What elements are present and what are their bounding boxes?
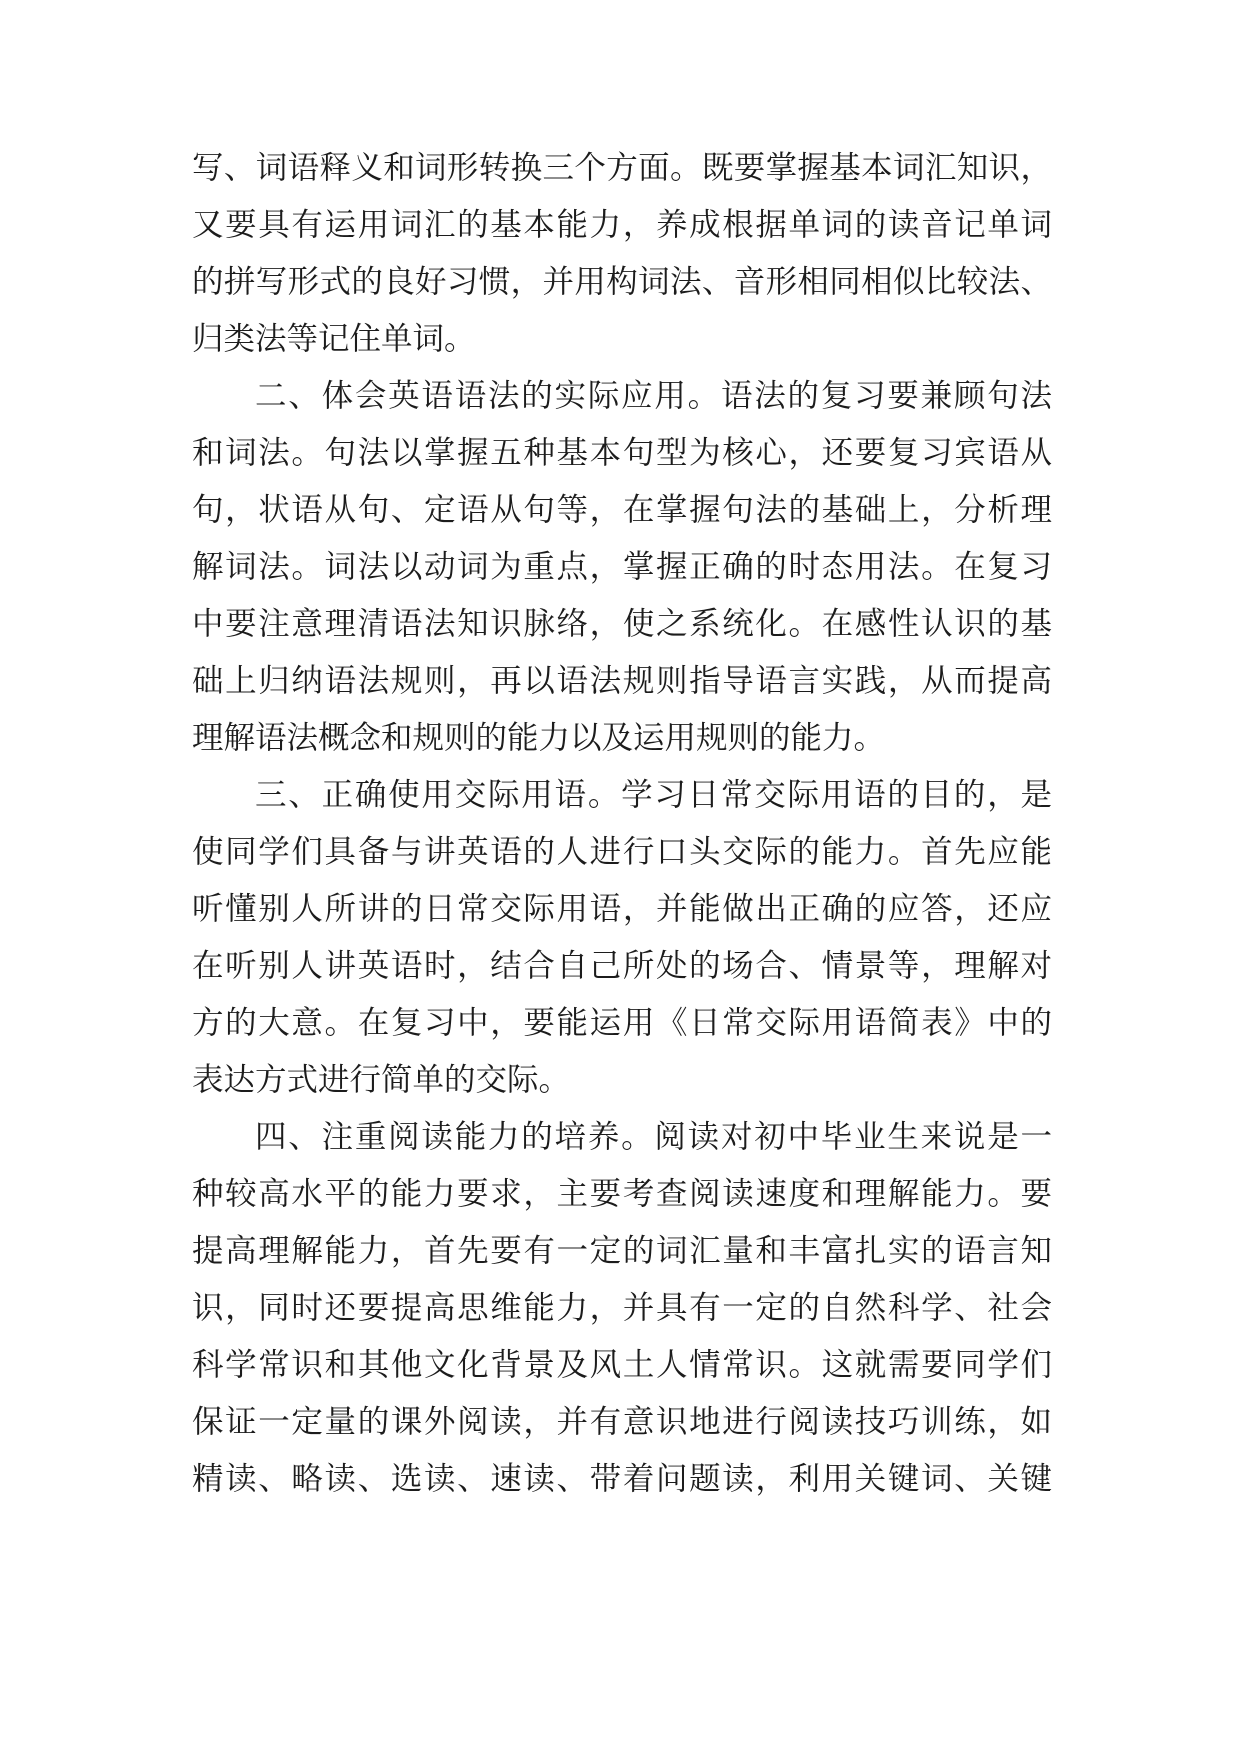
text-line: 解词法。词法以动词为重点，掌握正确的时态用法。在复习 bbox=[192, 549, 1052, 585]
text-line: 听懂别人所讲的日常交际用语，并能做出正确的应答，还应 bbox=[192, 891, 1052, 927]
text-line: 种较高水平的能力要求，主要考查阅读速度和理解能力。要 bbox=[192, 1176, 1052, 1212]
paragraph-4-first-line: 四、注重阅读能力的培养。阅读对初中毕业生来说是一 bbox=[255, 1119, 1052, 1155]
text-line: 表达方式进行简单的交际。 bbox=[192, 1062, 571, 1098]
paragraph-3-first-line: 三、正确使用交际用语。学习日常交际用语的目的，是 bbox=[255, 777, 1052, 813]
text-line: 中要注意理清语法知识脉络，使之系统化。在感性认识的基 bbox=[192, 606, 1052, 642]
text-line: 识，同时还要提高思维能力，并具有一定的自然科学、社会 bbox=[192, 1290, 1052, 1326]
text-line: 又要具有运用词汇的基本能力，养成根据单词的读音记单词 bbox=[192, 207, 1052, 243]
text-line: 在听别人讲英语时，结合自己所处的场合、情景等，理解对 bbox=[192, 948, 1052, 984]
text-line: 和词法。句法以掌握五种基本句型为核心，还要复习宾语从 bbox=[192, 435, 1052, 471]
text-line: 保证一定量的课外阅读，并有意识地进行阅读技巧训练，如 bbox=[192, 1404, 1052, 1440]
text-line: 精读、略读、选读、速读、带着问题读，利用关键词、关键 bbox=[192, 1461, 1052, 1497]
text-line: 科学常识和其他文化背景及风土人情常识。这就需要同学们 bbox=[192, 1347, 1052, 1383]
text-line: 写、词语释义和词形转换三个方面。既要掌握基本词汇知识， bbox=[192, 150, 1052, 186]
text-line: 方的大意。在复习中，要能运用《日常交际用语简表》中的 bbox=[192, 1005, 1052, 1041]
text-line: 使同学们具备与讲英语的人进行口头交际的能力。首先应能 bbox=[192, 834, 1052, 870]
paragraph-2-first-line: 二、体会英语语法的实际应用。语法的复习要兼顾句法 bbox=[255, 378, 1052, 414]
text-line: 的拼写形式的良好习惯，并用构词法、音形相同相似比较法、 bbox=[192, 264, 1052, 300]
text-line: 础上归纳语法规则，再以语法规则指导语言实践，从而提高 bbox=[192, 663, 1052, 699]
text-line: 句，状语从句、定语从句等，在掌握句法的基础上，分析理 bbox=[192, 492, 1052, 528]
body-text bbox=[192, 140, 1052, 1508]
text-line: 提高理解能力，首先要有一定的词汇量和丰富扎实的语言知 bbox=[192, 1233, 1052, 1269]
text-line: 归类法等记住单词。 bbox=[192, 321, 476, 357]
text-line: 理解语法概念和规则的能力以及运用规则的能力。 bbox=[192, 720, 886, 756]
